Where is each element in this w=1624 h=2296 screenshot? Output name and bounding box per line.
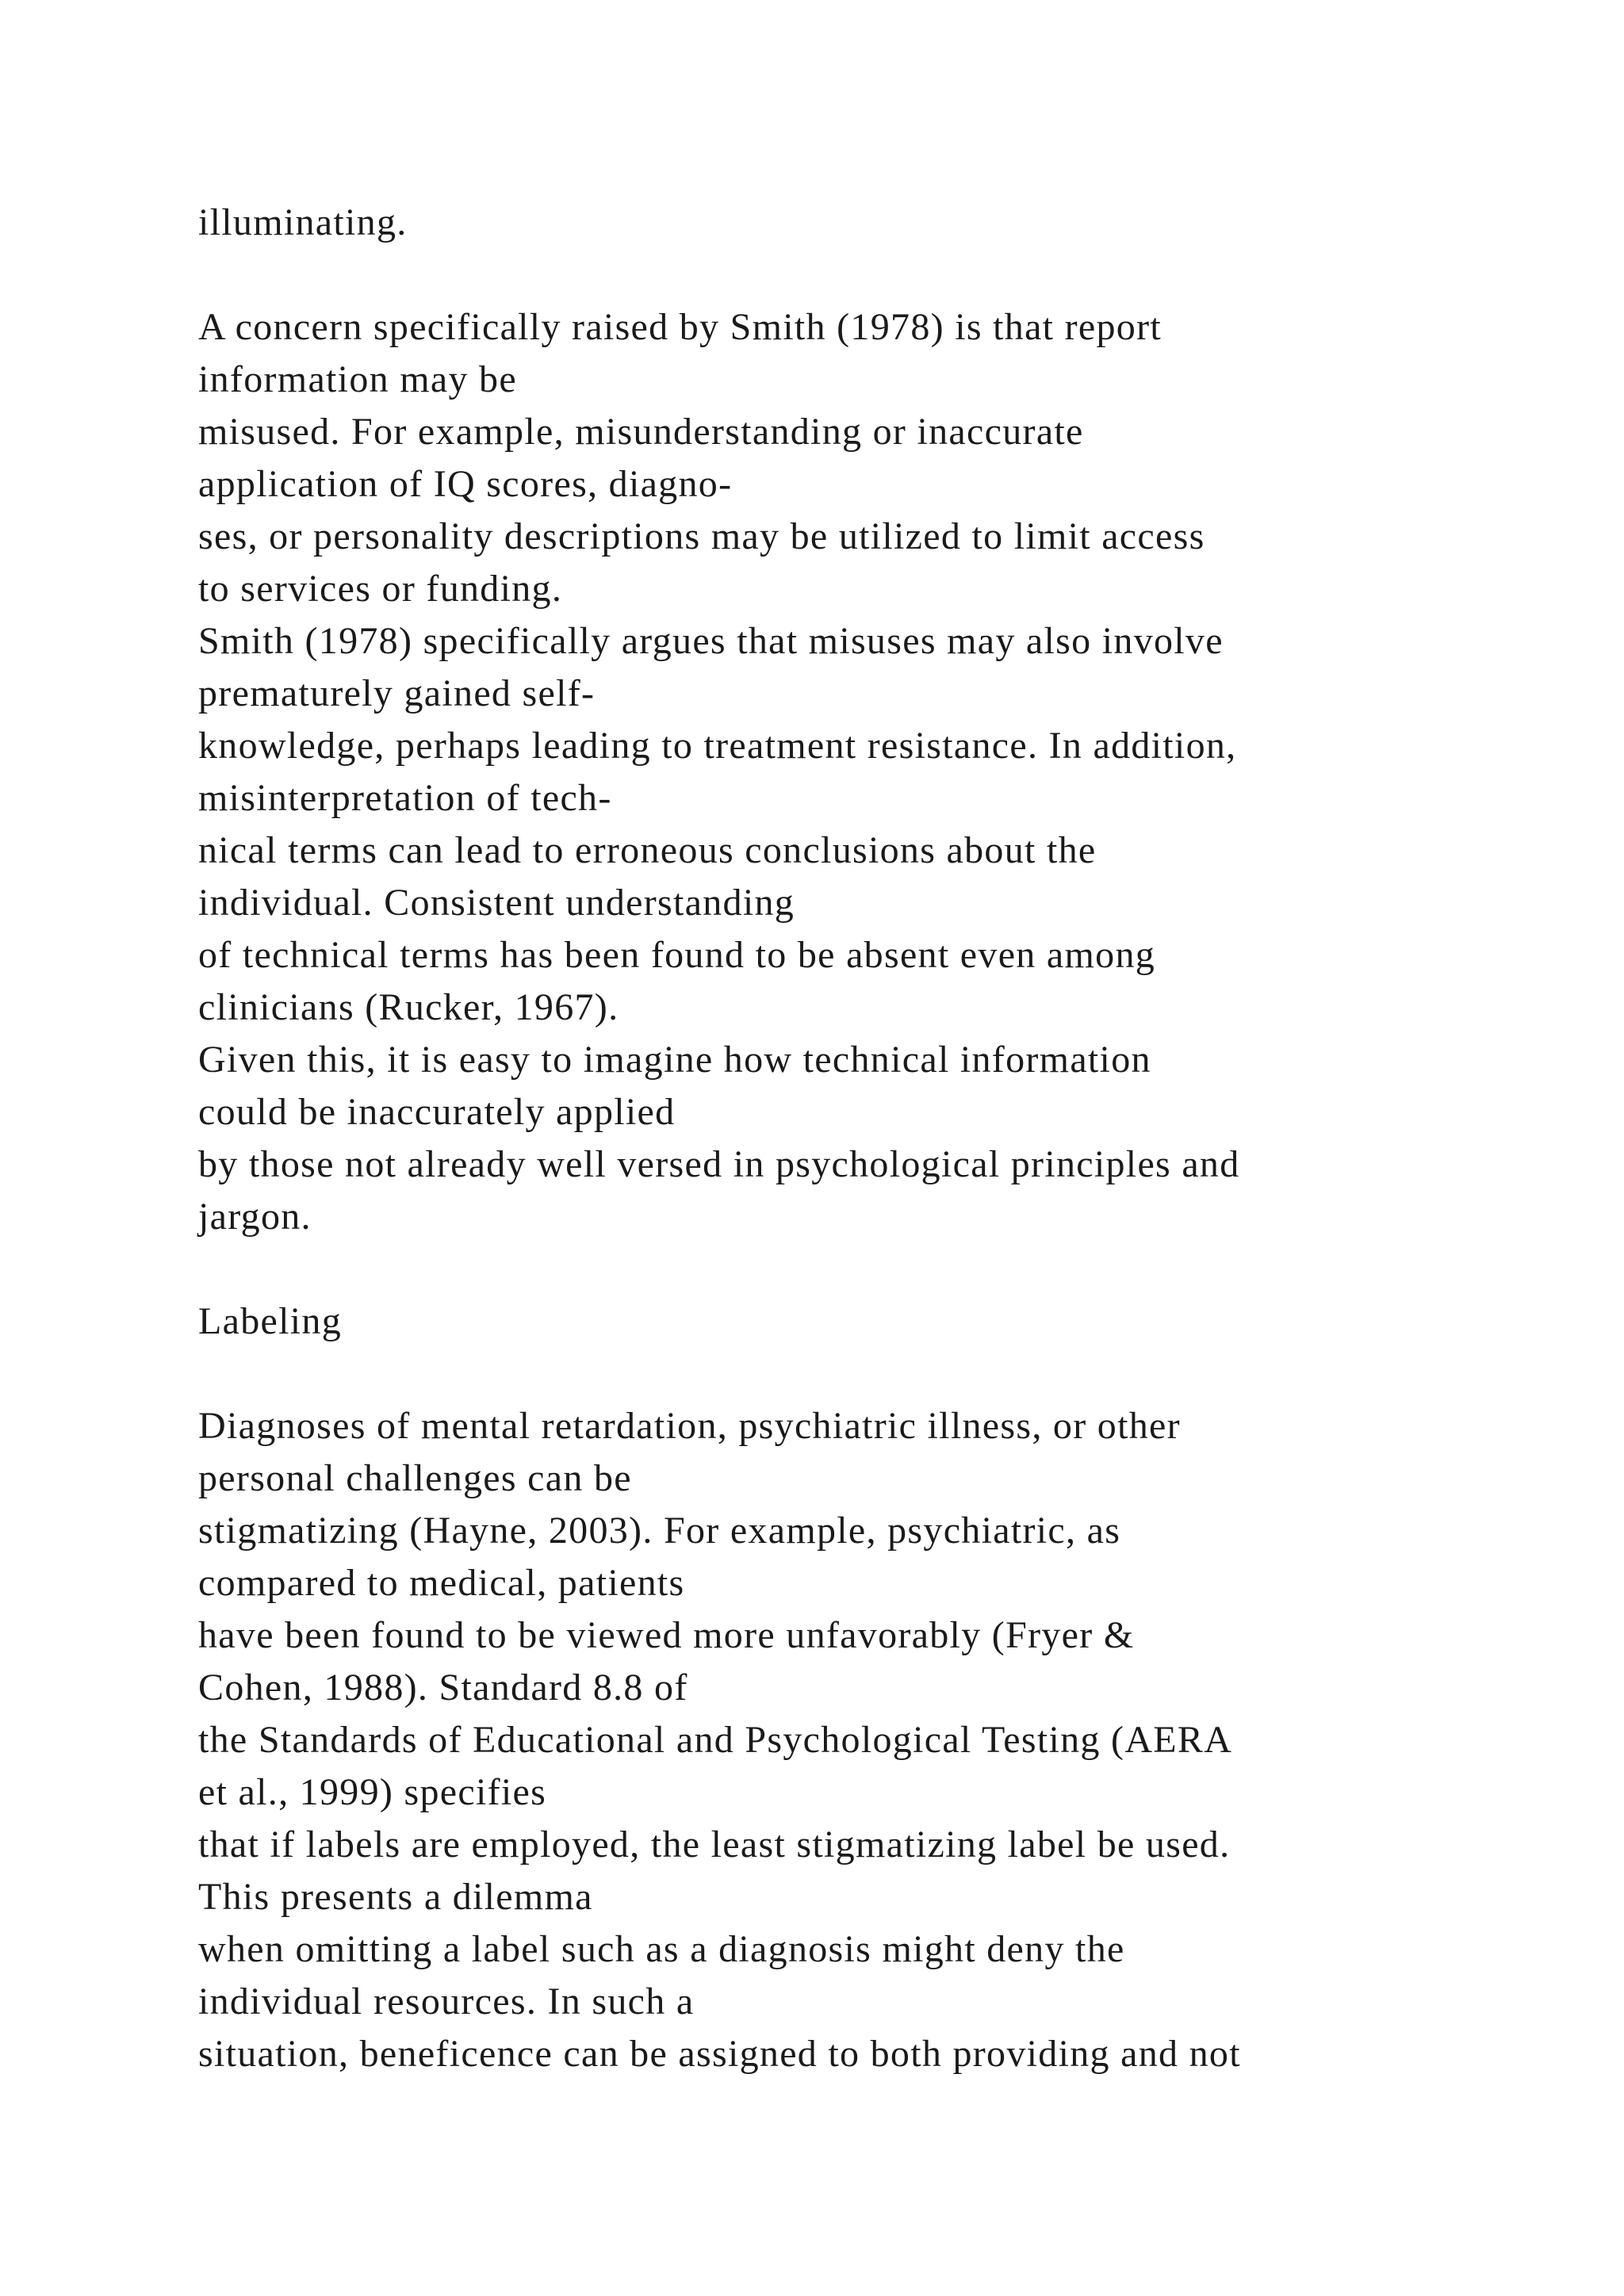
- text-line: application of IQ scores, diagno-: [198, 463, 733, 505]
- text-line: Diagnoses of mental retardation, psychiatric illness, or other: [198, 1405, 1181, 1447]
- section-heading: Labeling: [198, 1300, 343, 1342]
- text-line: when omitting a label such as a diagnosis might deny the: [198, 1928, 1125, 1970]
- text-line: of technical terms has been found to be absent even among: [198, 934, 1156, 976]
- text-line: situation, beneficence can be assigned to both providing and not: [198, 2033, 1241, 2075]
- text-line: compared to medical, patients: [198, 1562, 685, 1604]
- text-line: Cohen, 1988). Standard 8.8 of: [198, 1667, 688, 1709]
- text-line: prematurely gained self-: [198, 672, 596, 714]
- text-line: ses, or personality descriptions may be utilized to limit access: [198, 515, 1205, 557]
- text-line: individual resources. In such a: [198, 1980, 695, 2022]
- text-line: to services or funding.: [198, 568, 563, 610]
- text-line: et al., 1999) specifies: [198, 1771, 547, 1813]
- text-line: the Standards of Educational and Psychological Testing (AERA: [198, 1719, 1233, 1761]
- text-line: that if labels are employed, the least stigmatizing label be used.: [198, 1823, 1231, 1866]
- text-line: individual. Consistent understanding: [198, 882, 795, 924]
- text-line: could be inaccurately applied: [198, 1091, 676, 1133]
- text-line: Smith (1978) specifically argues that misuses may also involve: [198, 620, 1224, 662]
- text-line: illuminating.: [198, 201, 408, 243]
- text-line: Given this, it is easy to imagine how technical information: [198, 1039, 1151, 1081]
- blank-line: [198, 249, 1435, 301]
- text-line: A concern specifically raised by Smith (1978) is that report: [198, 306, 1162, 348]
- text-line: knowledge, perhaps leading to treatment resistance. In addition,: [198, 725, 1237, 767]
- text-line: misinterpretation of tech-: [198, 777, 612, 819]
- text-line: jargon.: [198, 1196, 312, 1238]
- blank-line: [198, 1243, 1435, 1295]
- text-line: by those not already well versed in psychological principles and: [198, 1143, 1240, 1185]
- text-line: nical terms can lead to erroneous conclusions about the: [198, 829, 1097, 871]
- text-line: misused. For example, misunderstanding or inaccurate: [198, 411, 1084, 453]
- text-line: have been found to be viewed more unfavorably (Fryer &: [198, 1614, 1135, 1656]
- text-line: This presents a dilemma: [198, 1876, 593, 1918]
- text-line: stigmatizing (Hayne, 2003). For example, psychiatric, as: [198, 1510, 1121, 1552]
- text-line: personal challenges can be: [198, 1457, 632, 1499]
- text-line: clinicians (Rucker, 1967).: [198, 986, 619, 1028]
- text-line: information may be: [198, 358, 517, 400]
- document-text: [198, 197, 1435, 2080]
- blank-line: [198, 1348, 1435, 1400]
